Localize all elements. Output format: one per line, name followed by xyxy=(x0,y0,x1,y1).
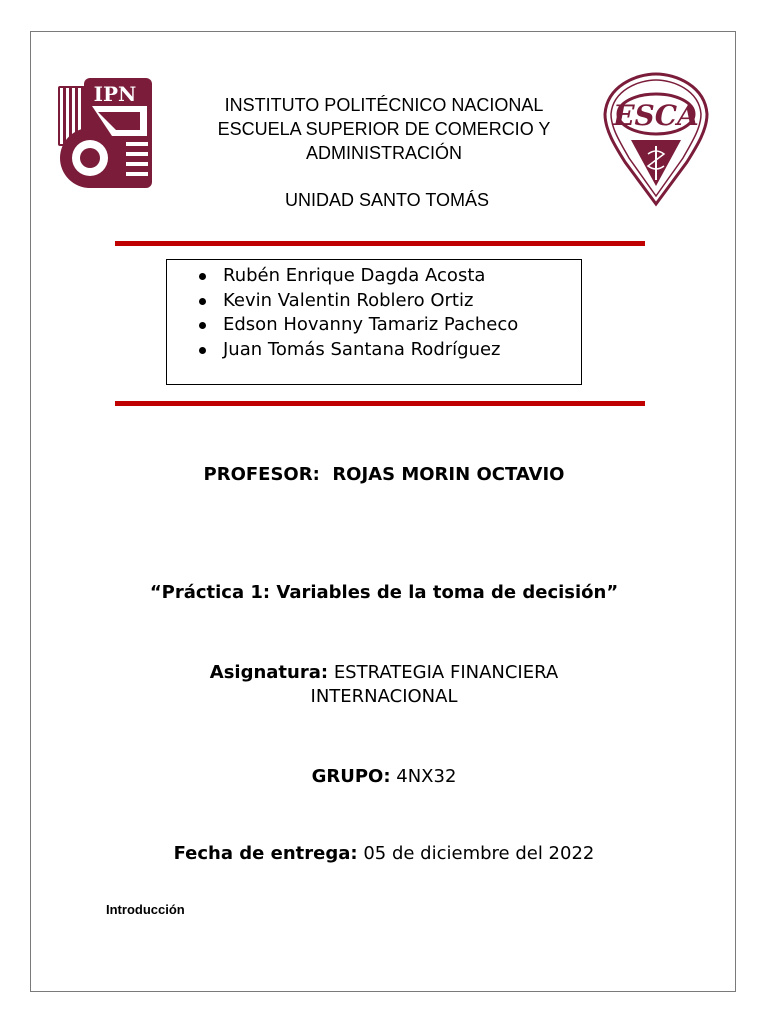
divider-bottom xyxy=(115,401,645,406)
subject-value-cont: INTERNACIONAL xyxy=(310,686,458,707)
practice-title: “Práctica 1: Variables de la toma de decisión” xyxy=(149,582,619,603)
ipn-logo-text: IPN xyxy=(93,82,137,106)
subject-label: Asignatura: xyxy=(209,662,329,683)
institution-line: ADMINISTRACIÓN xyxy=(305,143,462,163)
group-value: 4NX32 xyxy=(396,766,457,787)
bullet-icon xyxy=(199,322,206,329)
students-list xyxy=(197,264,518,362)
bullet-icon xyxy=(199,298,206,305)
esca-logo-text: ESCA xyxy=(613,99,699,132)
ipn-logo xyxy=(52,76,158,194)
student-name: Kevin Valentin Roblero Ortiz xyxy=(223,289,474,311)
institution-name xyxy=(180,93,588,165)
due-date-label: Fecha de entrega: xyxy=(173,843,358,864)
bullet-icon xyxy=(199,273,206,280)
esca-logo xyxy=(601,70,711,208)
bullet-icon xyxy=(199,347,206,354)
institution-line: INSTITUTO POLITÉCNICO NACIONAL xyxy=(224,95,544,115)
professor-line: PROFESOR: ROJAS MORIN OCTAVIO xyxy=(203,464,565,485)
student-item xyxy=(197,338,518,363)
group-line xyxy=(60,765,708,789)
group-label: GRUPO: xyxy=(311,766,391,787)
student-name: Juan Tomás Santana Rodríguez xyxy=(223,338,501,360)
due-date-line xyxy=(60,842,708,866)
due-date-value: 05 de diciembre del 2022 xyxy=(363,843,595,864)
student-name: Edson Hovanny Tamariz Pacheco xyxy=(223,314,519,335)
divider-top xyxy=(115,241,645,246)
student-item xyxy=(197,313,518,338)
section-heading-introduction: Introducción xyxy=(106,902,185,917)
subject-value: ESTRATEGIA FINANCIERA xyxy=(333,662,559,683)
subject-line xyxy=(60,661,708,709)
unit-name: UNIDAD SANTO TOMÁS xyxy=(284,190,490,210)
students-box xyxy=(166,259,582,385)
student-item xyxy=(197,289,518,314)
student-item xyxy=(197,264,518,289)
student-name: Rubén Enrique Dagda Acosta xyxy=(223,265,486,286)
institution-line: ESCUELA SUPERIOR DE COMERCIO Y xyxy=(217,119,551,139)
